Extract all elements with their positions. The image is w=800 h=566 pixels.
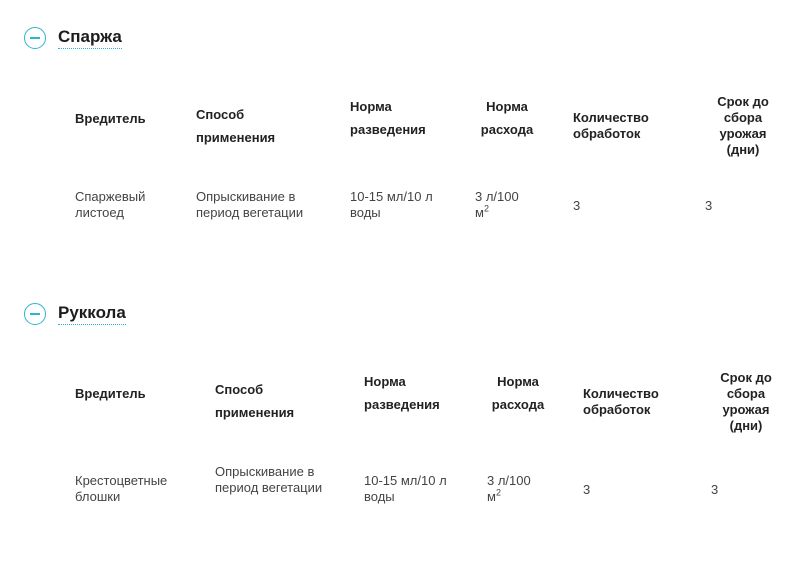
header-term: Срок до сбора урожая (дни): [717, 94, 769, 157]
collapse-minus-icon[interactable]: [24, 27, 46, 49]
header-count: Количество обработок: [583, 386, 659, 417]
section-header[interactable]: [24, 27, 122, 49]
header-rate: Норма расхода: [480, 99, 534, 137]
header-pest: Вредитель: [75, 111, 146, 126]
header-method: Способ применения: [196, 107, 276, 145]
cell-rate-sup: 2: [483, 203, 489, 214]
cell-pest: Спаржевый листоед: [75, 189, 146, 220]
section-header[interactable]: [24, 303, 126, 325]
cell-rate: [475, 189, 535, 221]
cell-method: Опрыскивание в период вегетации: [196, 189, 304, 220]
section-title[interactable]: Руккола: [58, 303, 126, 325]
cell-rate-text: 3 л/100 м: [475, 189, 519, 220]
header-term: Срок до сбора урожая (дни): [720, 370, 772, 433]
cell-count: 3: [573, 198, 581, 213]
cell-rate: [487, 473, 547, 505]
cell-pest: Крестоцветные блошки: [75, 473, 168, 504]
cell-term: 3: [705, 198, 713, 213]
cell-rate-text: 3 л/100 м: [487, 473, 531, 504]
section-title[interactable]: Спаржа: [58, 27, 122, 49]
header-method: Способ применения: [215, 382, 295, 420]
collapse-minus-icon[interactable]: [24, 303, 46, 325]
cell-term: 3: [711, 482, 719, 497]
cell-rate-sup: 2: [495, 487, 501, 498]
cell-count: 3: [583, 482, 591, 497]
header-pest: Вредитель: [75, 386, 146, 401]
header-dilution: Норма разведения: [350, 99, 426, 137]
header-dilution: Норма разведения: [364, 374, 440, 412]
cell-dilution: 10-15 мл/10 л воды: [364, 473, 447, 504]
header-rate: Норма расхода: [491, 374, 545, 412]
header-count: Количество обработок: [573, 110, 649, 141]
cell-method: Опрыскивание в период вегетации: [215, 464, 323, 495]
cell-dilution: 10-15 мл/10 л воды: [350, 189, 433, 220]
